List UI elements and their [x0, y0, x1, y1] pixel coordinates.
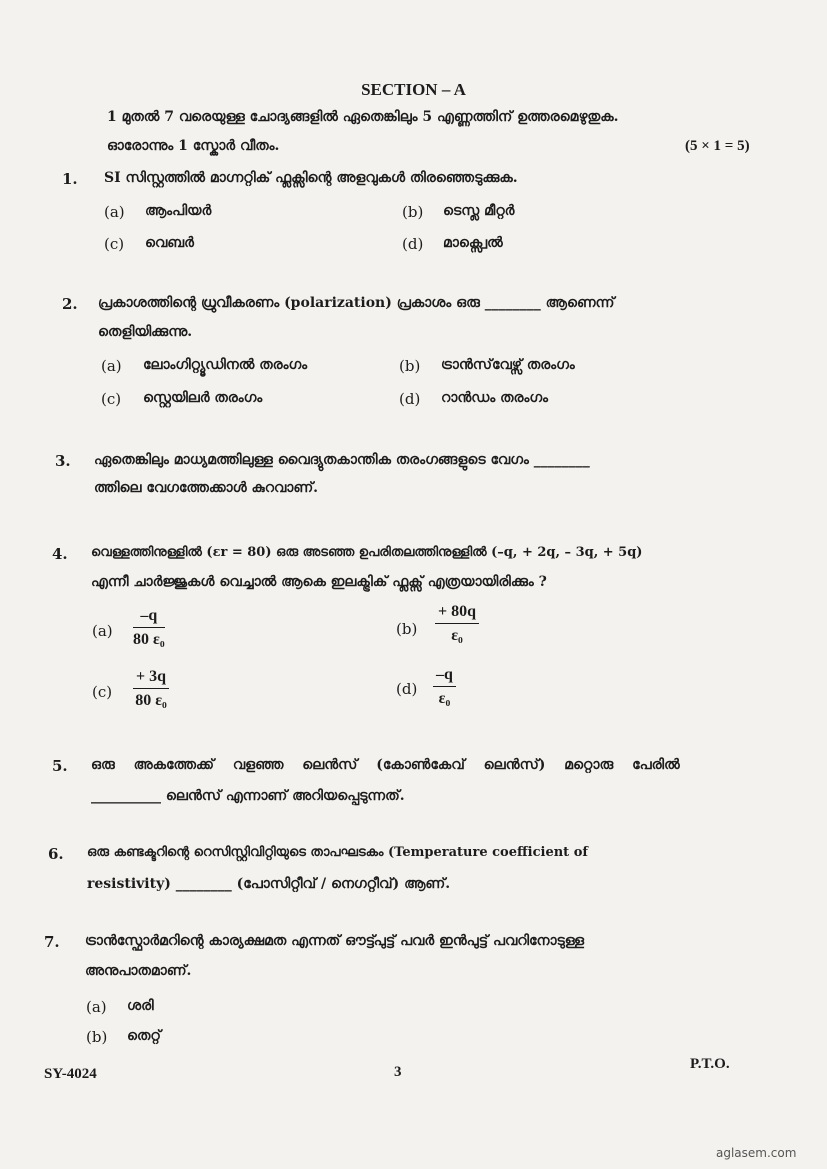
page-number: 3: [394, 1064, 402, 1080]
q4-option-a-denominator: 80 ε₀: [133, 631, 165, 648]
q4-option-c-numerator: + 3q: [136, 668, 167, 685]
q1-option-b-label: (b): [402, 203, 424, 221]
q4-option-b-denominator: ε₀: [451, 627, 463, 644]
q3-text-line-1: ഏതെങ്കിലും മാധ്യമത്തിലുള്ള വൈദ്യുതകാന്തിക തരംഗങ്ങളുടെ വേഗം ________: [94, 452, 590, 468]
q1-option-d-label: (d): [402, 235, 424, 253]
q2-option-a-text: ലോംഗിറ്റ്യൂഡിനൽ തരംഗം: [143, 357, 308, 373]
q2-text-line-2: തെളിയിക്കുന്നു.: [98, 324, 193, 340]
q2-option-d-label: (d): [399, 390, 421, 408]
q3-number: 3.: [55, 452, 71, 470]
instruction-line-1: 1 മുതൽ 7 വരെയുള്ള ചോദ്യങ്ങളിൽ ഏതെങ്കിലും 5 എണ്ണത്തിന് ഉത്തരമെഴുതുക.: [107, 109, 619, 125]
q5-text-line-2: __________ ലെൻസ് എന്നാണ് അറിയപ്പെടുന്നത്.: [91, 788, 405, 804]
q4-option-a-numerator: –q: [140, 607, 158, 624]
q4-option-b-fraction: [435, 603, 479, 645]
q4-option-d-numerator: –q: [436, 666, 453, 683]
section-title: SECTION – A: [361, 80, 466, 99]
q4-text-line-2: എന്നീ ചാർജ്ജുകൾ വെച്ചാൽ ആകെ ഇലക്ട്രിക് ഫ്ലക്സ് എത്രയായിരിക്കും ?: [91, 574, 547, 590]
q2-option-a-label: (a): [101, 357, 122, 375]
q4-option-a-fraction: [133, 607, 165, 649]
instruction-line-2: ഓരോന്നും 1 സ്കോർ വീതം.: [107, 138, 280, 154]
q4-option-c-denominator: 80 ε₀: [135, 692, 167, 709]
q6-text-line-2: resistivity) ________ (പോസിറ്റീവ് / നെഗറ്റീവ്) ആണ്.: [87, 876, 451, 892]
q7-option-a-label: (a): [86, 998, 107, 1016]
q1-option-c-text: വെബർ: [145, 235, 194, 251]
q1-option-a-text: ആംപിയർ: [145, 203, 212, 219]
q2-option-c-text: സ്റ്റെയിലർ തരംഗം: [143, 390, 263, 406]
pto-label: P.T.O.: [690, 1056, 730, 1072]
q4-option-c-label: (c): [92, 683, 113, 701]
paper-code: SY-4024: [44, 1066, 97, 1082]
q4-option-d-denominator: ε₀: [438, 690, 451, 707]
q7-option-a-text: ശരി: [127, 998, 154, 1014]
q4-option-d-label: (d): [396, 680, 418, 698]
q1-number: 1.: [62, 170, 78, 188]
q2-number: 2.: [62, 295, 78, 313]
q3-text-line-2: ത്തിലെ വേഗത്തേക്കാൾ കുറവാണ്.: [94, 480, 319, 496]
q2-option-d-text: റാൻഡം തരംഗം: [441, 390, 548, 406]
q4-option-b-numerator: + 80q: [438, 603, 477, 620]
q6-number: 6.: [48, 845, 64, 863]
q4-text-line-1: വെള്ളത്തിനുള്ളിൽ (εr = 80) ഒരു അടഞ്ഞ ഉപരിതലത്തിനുള്ളിൽ (–q, + 2q, – 3q, + 5q): [91, 545, 643, 560]
q7-text-line-2: അനുപാതമാണ്.: [85, 963, 192, 979]
q7-option-b-text: തെറ്റ്: [127, 1028, 161, 1044]
q1-option-c-label: (c): [104, 235, 125, 253]
q2-option-b-label: (b): [399, 357, 421, 375]
watermark: aglasem.com: [716, 1146, 797, 1160]
q1-option-d-text: മാക്സ്വെൽ: [443, 235, 503, 251]
q7-option-b-label: (b): [86, 1028, 108, 1046]
q2-text-line-1: പ്രകാശത്തിന്റെ ധ്രുവീകരണം (polarization) പ്രകാശം ഒരു ________ ആണെന്ന്: [98, 295, 615, 311]
q4-option-b-label: (b): [396, 620, 418, 638]
q2-option-b-text: ട്രാൻസ്‌വേഴ്സ് തരംഗം: [441, 357, 575, 373]
marks-allocation: (5 × 1 = 5): [685, 138, 750, 154]
q6-text-line-1: ഒരു കണ്ടക്ടറിന്റെ റെസിസ്റ്റിവിറ്റിയുടെ താപഘടകം (Temperature coefficient of: [87, 845, 588, 860]
q5-number: 5.: [52, 757, 68, 775]
q4-option-a-label: (a): [92, 622, 113, 640]
q5-text-line-1: ഒരു അകത്തേക്ക് വളഞ്ഞ ലെൻസ് (കോൺകേവ് ലെൻസ്) മറ്റൊരു പേരിൽ: [91, 757, 680, 773]
q7-text-line-1: ട്രാൻസ്ഫോർമറിന്റെ കാര്യക്ഷമത എന്നത് ഔട്ട്പുട്ട് പവർ ഇൻപുട്ട് പവറിനോടുള്ള: [85, 933, 585, 949]
q1-option-b-text: ടെസ്ല മീറ്റർ: [443, 203, 515, 219]
q4-option-c-fraction: [133, 668, 169, 710]
q4-number: 4.: [52, 545, 68, 563]
q1-option-a-label: (a): [104, 203, 125, 221]
q1-text: SI സിസ്റ്റത്തിൽ മാഗ്നറ്റിക് ഫ്ലക്സിന്റെ അളവുകൾ തിരഞ്ഞെടുക്കുക.: [104, 170, 518, 186]
q2-option-c-label: (c): [101, 390, 122, 408]
q7-number: 7.: [44, 933, 60, 951]
q4-option-d-fraction: [433, 666, 456, 708]
